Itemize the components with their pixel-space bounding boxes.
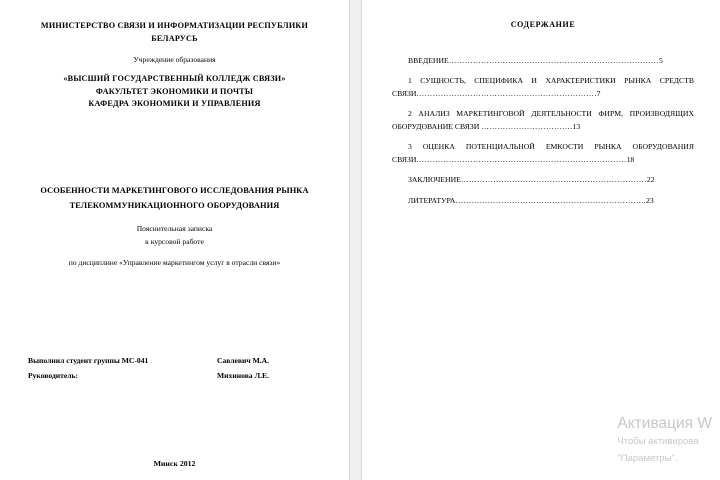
- toc-entry-dots: ……………………………………………………………..: [455, 195, 646, 205]
- signatures-block: [28, 354, 321, 384]
- document-subtitle-3: по дисциплине «Управление маркетингом услуг в отрасли связи»: [68, 258, 281, 268]
- performer-name: Савлевич М.А.: [217, 356, 270, 366]
- toc-entry-dots: ……………………………………………………………………: [416, 154, 627, 164]
- contents-heading: СОДЕРЖАНИЕ: [510, 20, 576, 29]
- toc-entry-dots: ……………………………………………………………: [460, 175, 647, 185]
- supervisor-name: Михинова Л.Е.: [217, 370, 270, 380]
- document-subtitle-1: Пояснительная записка: [136, 224, 213, 234]
- title-page: [0, 0, 349, 480]
- table-of-contents: [392, 55, 694, 207]
- document-title-block: [28, 184, 321, 270]
- toc-entry-dots: ………………………………………………………….: [416, 88, 597, 98]
- toc-entry-dots: …………………………….: [481, 121, 573, 131]
- toc-entry: [392, 195, 694, 207]
- toc-entry-text: 1 СУЩНОСТЬ, СПЕЦИФИКА И ХАРАКТЕРИСТИКИ РЫНКА СРЕДСТВ СВЯЗИ: [392, 76, 694, 98]
- toc-entry-page: 7: [596, 88, 601, 98]
- department-name: КАФЕДРА ЭКОНОМИКИ И УПРАВЛЕНИЯ: [88, 99, 261, 109]
- ministry-line-2: БЕЛАРУСЬ: [151, 33, 198, 43]
- document-subtitle-2: к курсовой работе: [145, 237, 204, 247]
- toc-entry-page: 5: [658, 56, 663, 65]
- toc-entry: [392, 174, 694, 186]
- toc-entry-dots: ……………………………………………………………………: [448, 56, 659, 65]
- institution-label: Учреждение образования: [133, 55, 216, 65]
- toc-entry-page: 13: [572, 121, 581, 131]
- toc-entry: [392, 141, 694, 166]
- document-title-line-1: ОСОБЕННОСТИ МАРКЕТИНГОВОГО ИССЛЕДОВАНИЯ РЫНКА: [40, 185, 309, 195]
- activation-watermark-title: Активация W: [617, 415, 712, 433]
- activation-watermark-line-3: "Параметры".: [617, 453, 678, 465]
- toc-entry: [392, 75, 694, 100]
- toc-entry-text: 2 АНАЛИЗ МАРКЕТИНГОВОЙ ДЕЯТЕЛЬНОСТИ ФИРМ, ПРОИЗВОДЯЩИХ ОБОРУДОВАНИЕ СВЯЗИ: [392, 109, 694, 131]
- toc-entry-page: 23: [645, 195, 654, 205]
- supervisor-label: Руководитель:: [28, 370, 79, 380]
- activation-watermark-line-2: Чтобы активирова: [617, 436, 699, 448]
- toc-entry-page: 22: [646, 175, 655, 185]
- performer-label: Выполнил студент группы МС-041: [28, 356, 149, 366]
- toc-entry-text: ВВЕДЕНИЕ: [408, 56, 449, 65]
- contents-page: [362, 0, 720, 480]
- toc-entry-text: ЗАКЛЮЧЕНИЕ: [408, 175, 461, 185]
- toc-entry: [392, 108, 694, 133]
- ministry-line-1: МИНИСТЕРСТВО СВЯЗИ И ИНФОРМАТИЗАЦИИ РЕСПУБЛИКИ: [40, 21, 309, 30]
- toc-entry: [392, 55, 694, 67]
- toc-entry-text: ЛИТЕРАТУРА: [408, 195, 456, 205]
- page-gutter: [349, 0, 362, 480]
- performer-row: [28, 354, 321, 369]
- faculty-name: ФАКУЛЬТЕТ ЭКОНОМИКИ И ПОЧТЫ: [95, 86, 254, 96]
- document-title-line-2: ТЕЛЕКОММУНИКАЦИОННОГО ОБОРУДОВАНИЯ: [69, 200, 280, 210]
- toc-entry-page: 18: [626, 154, 635, 164]
- supervisor-row: [28, 369, 321, 384]
- college-name: «ВЫСШИЙ ГОСУДАРСТВЕННЫЙ КОЛЛЕДЖ СВЯЗИ»: [63, 73, 286, 83]
- city-year: Минск 2012: [153, 459, 196, 468]
- toc-entry-text: 3 ОЦЕНКА ПОТЕНЦИАЛЬНОЙ ЕМКОСТИ РЫНКА ОБОРУДОВАНИЯ СВЯЗИ: [392, 142, 694, 164]
